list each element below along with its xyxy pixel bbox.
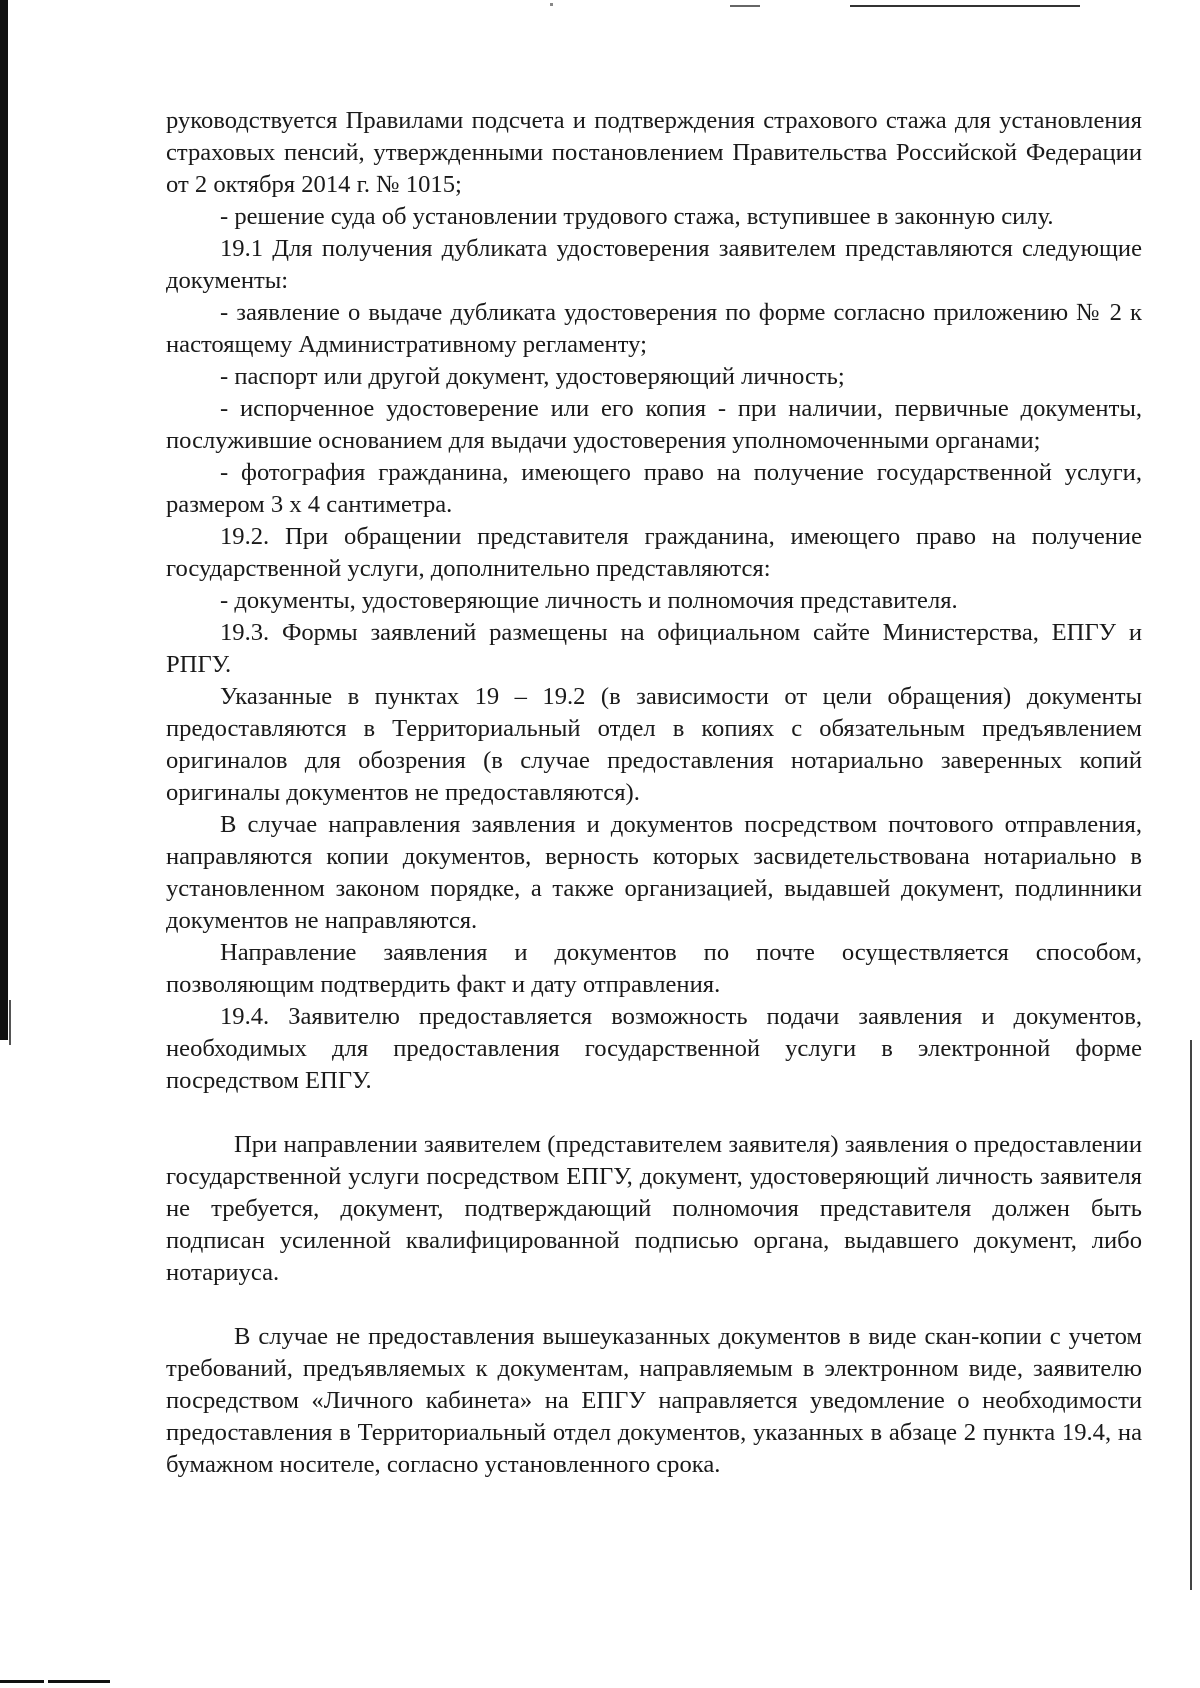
scan-edge-mark xyxy=(730,5,760,7)
paragraph: 19.4. Заявителю предоставляется возможность подачи заявления и документов, необходимых для предоставления государственной услуги в электронной форме посредством ЕПГУ. xyxy=(166,1003,1142,1094)
paragraph: В случае не предоставления вышеуказанных документов в виде скан-копии с учетом требований, предъявляемых к документам, направляемым в электронном виде, заявителю посредством «Личного кабинета» на ЕПГУ направляется уведомление о необходимости предоставления в Территориальный отдел документов, указанных в абзаце 2 пункта 19.4, на бумажном носителе, согласно установленного срока. xyxy=(166,1323,1142,1478)
paragraph: - заявление о выдаче дубликата удостоверения по форме согласно приложению № 2 к настоящему Административному регламенту; xyxy=(166,299,1142,358)
paragraph: В случае направления заявления и документов посредством почтового отправления, направляются копии документов, верность которых засвидетельствована нотариально в установленном законом порядке, а также организацией, выдавшей документ, подлинники документов не направляются. xyxy=(166,811,1142,934)
paragraph: 19.2. При обращении представителя гражданина, имеющего право на получение государственной услуги, дополнительно представляются: xyxy=(166,523,1142,582)
paragraph: Направление заявления и документов по почте осуществляется способом, позволяющим подтвердить факт и дату отправления. xyxy=(166,939,1142,998)
scan-edge-mark xyxy=(48,1680,110,1683)
paragraph: 19.1 Для получения дубликата удостоверения заявителем представляются следующие документы: xyxy=(166,235,1142,294)
paragraph: - испорченное удостоверение или его копия - при наличии, первичные документы, послужившие основанием для выдачи удостоверения уполномоченными органами; xyxy=(166,395,1142,454)
paragraph: 19.3. Формы заявлений размещены на официальном сайте Министерства, ЕПГУ и РПГУ. xyxy=(166,619,1142,678)
scan-edge-mark xyxy=(1190,1040,1192,1590)
scan-edge-mark xyxy=(0,0,8,1040)
spacer xyxy=(166,1097,1142,1129)
paragraph: - паспорт или другой документ, удостоверяющий личность; xyxy=(220,363,845,390)
paragraph: - решение суда об установлении трудового стажа, вступившее в законную силу. xyxy=(220,203,1054,230)
paragraph: Указанные в пунктах 19 – 19.2 (в зависимости от цели обращения) документы предоставляются в Территориальный отдел в копиях с обязательным предъявлением оригиналов для обозрения (в случае предоставления нотариально заверенных копий оригиналы документов не предоставляются). xyxy=(166,683,1142,806)
scan-edge-mark xyxy=(0,1680,44,1683)
paragraph: - фотография гражданина, имеющего право на получение государственной услуги, размером 3 х 4 сантиметра. xyxy=(166,459,1142,518)
scan-edge-mark xyxy=(550,3,553,6)
document-body xyxy=(166,105,1142,1481)
scan-edge-mark xyxy=(9,1000,11,1045)
scan-edge-mark xyxy=(850,5,1080,7)
spacer xyxy=(166,1289,1142,1321)
paragraph: руководствуется Правилами подсчета и подтверждения страхового стажа для установления страховых пенсий, утвержденными постановлением Правительства Российской Федерации от 2 октября 2014 г. № 1015; xyxy=(166,107,1142,198)
paragraph: - документы, удостоверяющие личность и полномочия представителя. xyxy=(220,587,958,614)
paragraph: При направлении заявителем (представителем заявителя) заявления о предоставлении государственной услуги посредством ЕПГУ, документ, удостоверяющий личность заявителя не требуется, документ, подтверждающий полномочия представителя должен быть подписан усиленной квалифицированной подписью органа, выдавшего документ, либо нотариуса. xyxy=(166,1131,1142,1286)
